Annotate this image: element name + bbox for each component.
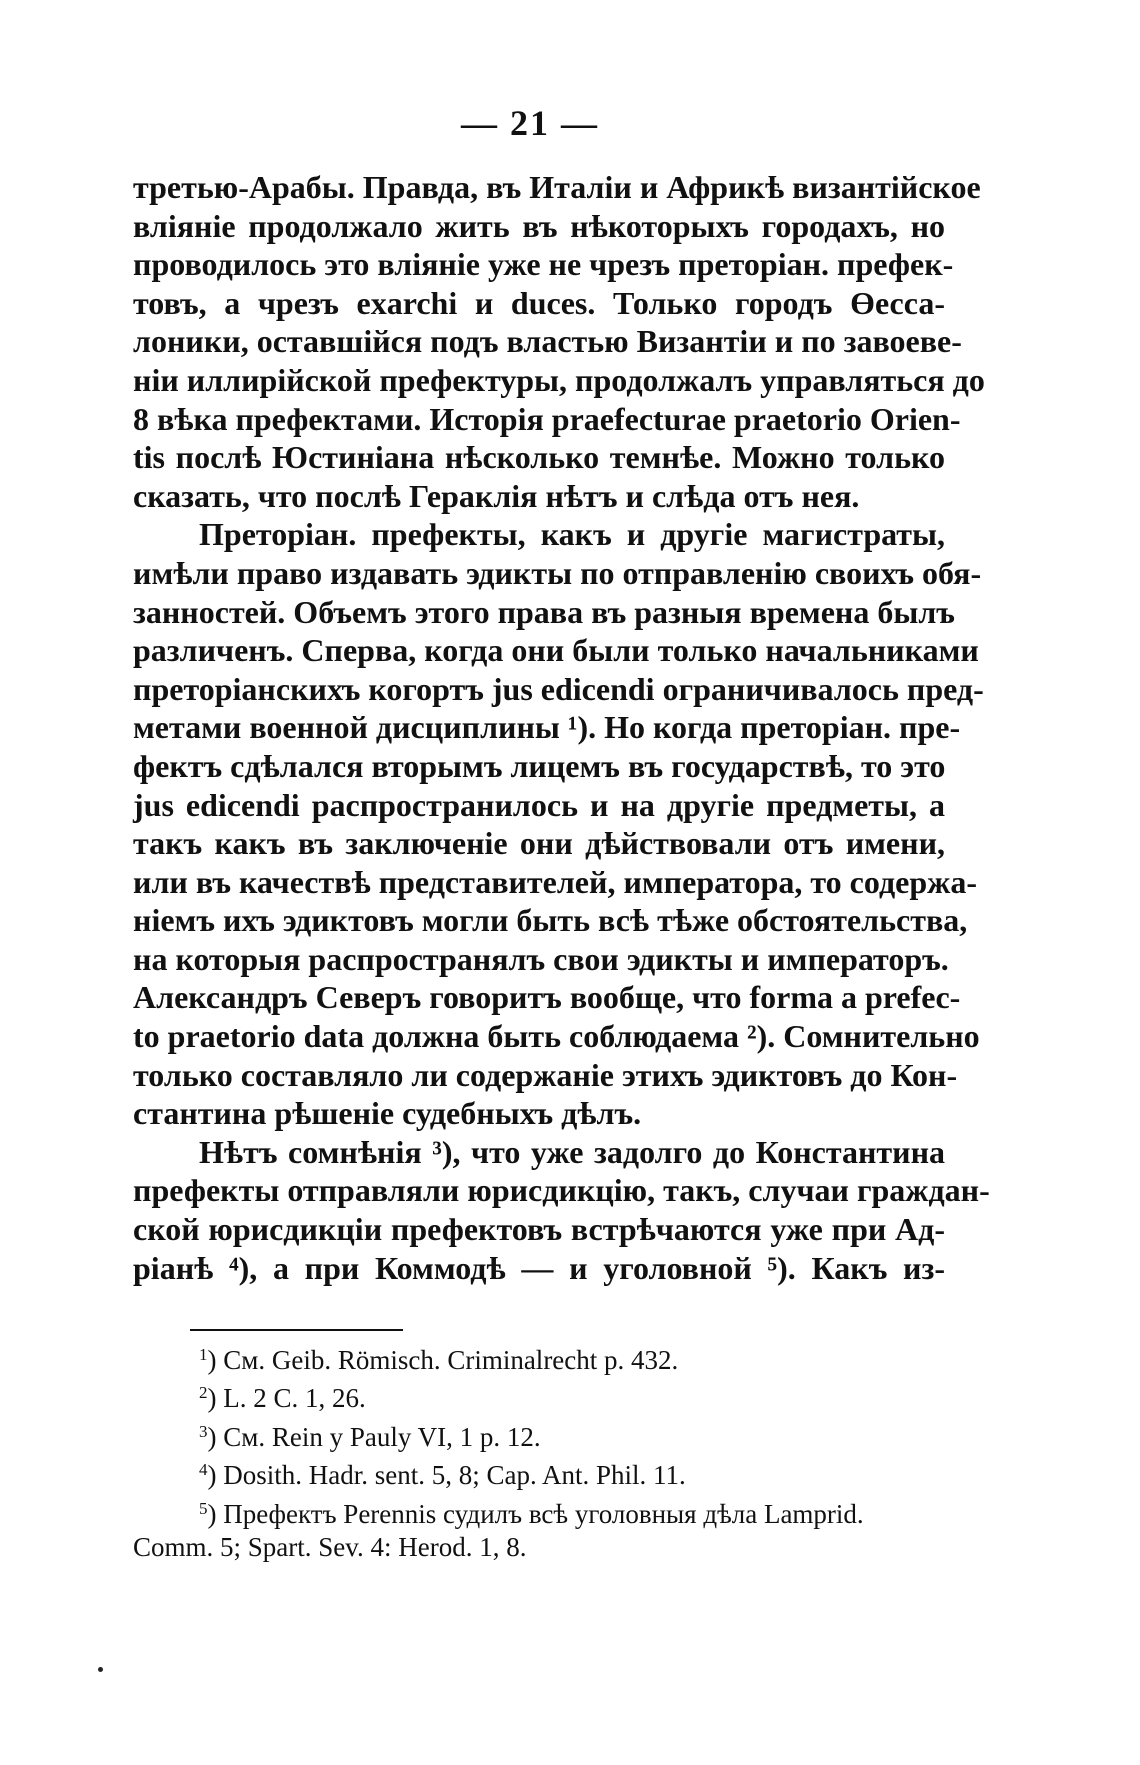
footnote: [133, 1374, 945, 1412]
footnote: [133, 1413, 945, 1451]
paragraph: [133, 1133, 990, 1287]
text-line: Александръ Северъ говоритъ вообще, что forma a prefec-: [133, 979, 961, 1016]
text-line: различенъ. Сперва, когда они были только начальниками: [133, 632, 979, 669]
footnote-mark: 3: [199, 1421, 208, 1441]
footnote-text: ) См. Rein y Pauly VI, 1 p. 12.: [207, 1421, 541, 1452]
text-line: метами военной дисциплины ¹). Но когда преторіан. пре-: [133, 709, 961, 746]
text-line: такъ какъ въ заключеніе они дѣйствовали отъ имени,: [133, 825, 945, 862]
footnote-text: ) Префектъ Perennis судилъ всѣ уголовныя дѣла Lamprid.: [207, 1498, 864, 1529]
page-number: — 21 —: [461, 103, 599, 143]
text-line: ской юрисдикціи префектовъ встрѣчаются уже при Ад-: [133, 1211, 945, 1248]
text-line: ніи иллирійской префектуры, продолжалъ управляться до: [133, 361, 985, 398]
footnote: [133, 1336, 945, 1374]
footnotes: [133, 1336, 945, 1566]
text-line: ріанѣ ⁴), а при Коммодѣ — и уголовной ⁵). Какъ из-: [133, 1249, 945, 1286]
footnote-text: ) L. 2 C. 1, 26.: [207, 1383, 366, 1414]
text-line: занностей. Объемъ этого права въ разныя времена былъ: [133, 593, 955, 630]
footnote: [133, 1490, 945, 1528]
text-line: только составляло ли содержаніе этихъ эдиктовъ до Кон-: [133, 1056, 958, 1093]
text-line: фектъ сдѣлался вторымъ лицемъ въ государствѣ, то это: [133, 747, 946, 784]
footnote-continuation: [133, 1528, 945, 1566]
text-line: сказать, что послѣ Гераклія нѣтъ и слѣда отъ нея.: [133, 477, 860, 514]
footnote-mark: 4: [199, 1460, 208, 1480]
text-line: tis послѣ Юстиніана нѣсколько темнѣе. Можно только: [133, 439, 945, 476]
footnote-text: ) Dosith. Hadr. sent. 5, 8; Cap. Ant. Phil. 11.: [207, 1460, 686, 1491]
text-line: вліяніе продолжало жить въ нѣкоторыхъ городахъ, но: [133, 207, 945, 244]
scan-speck: [98, 1667, 103, 1672]
paragraph: [133, 168, 985, 515]
text-line: или въ качествѣ представителей, императора, то содержа-: [133, 863, 977, 900]
footnote-mark: 5: [199, 1498, 208, 1518]
footnote-mark: 2: [199, 1383, 208, 1403]
footnote-mark: 1: [199, 1345, 208, 1364]
text-line: на которыя распространялъ свои эдикты и императоръ.: [133, 940, 949, 977]
footnote: [133, 1451, 945, 1489]
text-line: to praetorio data должна быть соблюдаема ²). Сомнительно: [133, 1018, 980, 1055]
body-text: [133, 168, 990, 1287]
text-line: Преторіан. префекты, какъ и другіе магистраты,: [199, 516, 945, 553]
text-line: проводилось это вліяніе уже не чрезъ преторіан. префек-: [133, 246, 954, 283]
footnote-text: ) См. Geib. Römisch. Criminalrecht p. 432.: [207, 1345, 679, 1375]
footnote-text: Comm. 5; Spart. Sev. 4: Herod. 1, 8.: [133, 1531, 527, 1562]
footnote-separator: [190, 1329, 403, 1331]
text-line: Нѣтъ сомнѣнія ³), что уже задолго до Константина: [199, 1133, 945, 1170]
text-line: jus edicendi распространилось и на другіе предметы, а: [133, 786, 945, 823]
text-line: преторіанскихъ когортъ jus edicendi ограничивалось пред-: [133, 670, 984, 707]
text-line: имѣли право издавать эдикты по отправленію своихъ обя-: [133, 554, 982, 591]
text-line: 8 вѣка префектами. Исторія praefecturae praetorio Orien-: [133, 400, 961, 437]
text-line: ніемъ ихъ эдиктовъ могли быть всѣ тѣже обстоятельства,: [133, 902, 968, 939]
text-line: лоники, оставшійся подъ властью Византіи и по завоеве-: [133, 323, 962, 360]
paragraph: [133, 515, 984, 1133]
text-line: товъ, а чрезъ exarchi и duces. Только городъ Өесса-: [133, 284, 945, 321]
text-line: стантина рѣшеніе судебныхъ дѣлъ.: [133, 1095, 642, 1132]
text-line: третью-Арабы. Правда, въ Италіи и Африкѣ византійское: [133, 169, 981, 205]
text-line: префекты отправляли юрисдикцію, такъ, случаи граждан-: [133, 1172, 990, 1209]
